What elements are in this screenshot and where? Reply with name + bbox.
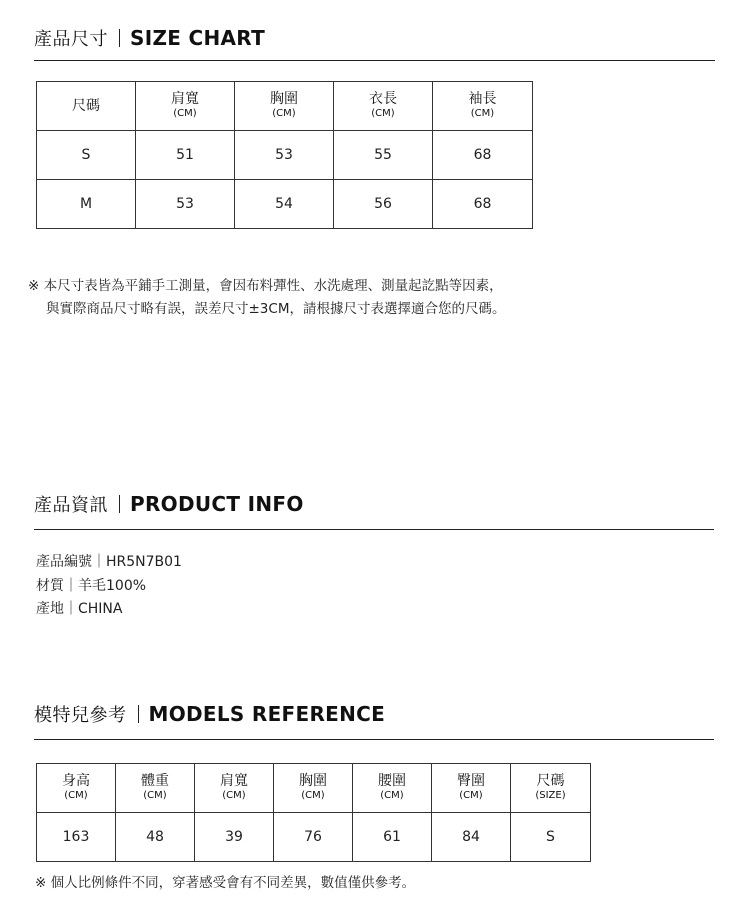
models-reference-title-cn: 模特兒參考 [34,705,127,726]
size-chart-header-cell [136,82,235,131]
header-label: 肩寬 [220,773,248,789]
header-label: 體重 [141,773,169,789]
header-unit: (CM) [470,108,495,119]
product-material: 材質｜羊毛100% [36,578,147,594]
table-cell: S [511,813,591,862]
product-origin: 產地｜CHINA [36,601,123,617]
title-separator [119,495,120,513]
table-cell: 39 [195,813,274,862]
size-chart-header-cell [37,82,136,131]
header-unit: (CM) [380,790,404,801]
header-unit: (CM) [272,108,296,119]
header-label: 肩寬 [171,91,199,107]
header-unit: (CM) [222,790,246,801]
size-chart-divider [34,60,715,61]
header-label: 身高 [62,773,90,789]
table-cell: 61 [353,813,432,862]
table-cell: M [37,180,136,229]
models-header-cell [195,764,274,813]
size-chart-note-line1: ※ 本尺寸表皆為平鋪手工測量，會因布料彈性、水洗處理、測量起訖點等因素， [28,278,503,294]
table-cell: 54 [235,180,334,229]
header-unit: (SIZE) [535,790,566,801]
product-number: 產品編號｜HR5N7B01 [36,554,182,570]
table-cell: 68 [433,180,533,229]
models-header-cell [511,764,591,813]
models-reference-note: ※ 個人比例條件不同，穿著感受會有不同差異，數值僅供參考。 [35,875,416,891]
header-unit: (CM) [371,108,395,119]
table-cell: 55 [334,131,433,180]
size-chart-header-cell [334,82,433,131]
table-row [37,180,533,229]
models-reference-table [36,763,591,862]
header-label: 衣長 [369,91,397,107]
title-separator [119,29,120,47]
product-info-title-cn: 產品資訊 [34,495,108,516]
table-cell: 76 [274,813,353,862]
header-unit: (CM) [143,790,167,801]
size-chart-title-en: SIZE CHART [130,26,266,50]
header-label: 胸圍 [299,773,327,789]
header-unit: (CM) [64,790,88,801]
title-separator [138,705,139,723]
table-cell: 84 [432,813,511,862]
header-label: 胸圍 [270,91,298,107]
table-cell: 51 [136,131,235,180]
models-header-cell [37,764,116,813]
header-unit: (CM) [459,790,483,801]
models-reference-divider [34,739,714,740]
product-info-divider [34,529,714,530]
table-cell: 56 [334,180,433,229]
models-reference-title [34,701,385,727]
table-row [37,813,591,862]
table-cell: 163 [37,813,116,862]
header-label: 袖長 [468,91,497,107]
size-chart-header-cell [433,82,533,131]
header-unit: (CM) [301,790,325,801]
size-chart-title [34,25,265,51]
models-header-row [37,764,591,813]
models-header-cell [274,764,353,813]
models-header-cell [432,764,511,813]
size-chart-table [36,81,533,229]
table-cell: 53 [136,180,235,229]
header-label: 腰圍 [378,773,406,789]
size-chart-title-cn: 產品尺寸 [34,29,108,50]
size-chart-note-line2: 與實際商品尺寸略有誤，誤差尺寸±3CM，請根據尺寸表選擇適合您的尺碼。 [46,301,506,317]
header-label: 臀圍 [457,773,485,789]
models-header-cell [353,764,432,813]
product-info-title [34,491,304,517]
size-chart-header-row [37,82,533,131]
table-row [37,131,533,180]
models-header-cell [116,764,195,813]
table-cell: 68 [433,131,533,180]
models-reference-title-en: MODELS REFERENCE [148,702,386,726]
header-label: 尺碼 [536,773,565,789]
header-unit: (CM) [173,108,197,119]
table-cell: S [37,131,136,180]
header-label: 尺碼 [72,98,100,114]
table-cell: 48 [116,813,195,862]
table-cell: 53 [235,131,334,180]
size-chart-header-cell [235,82,334,131]
product-info-title-en: PRODUCT INFO [130,492,304,516]
